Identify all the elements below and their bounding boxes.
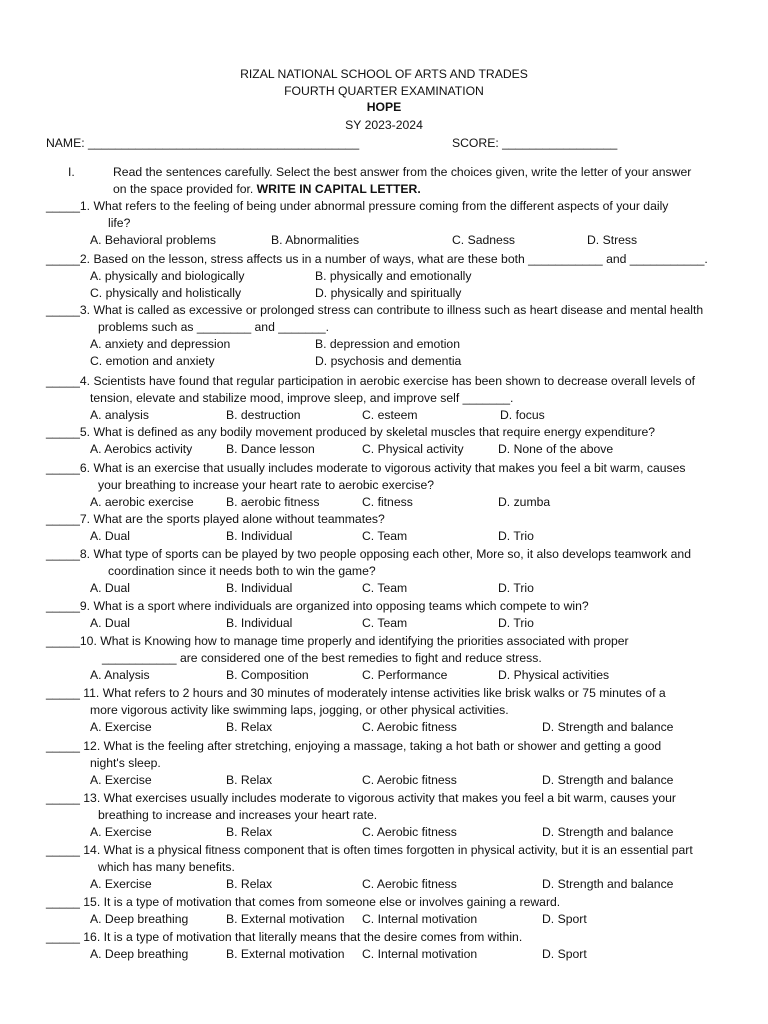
question-text-continued: coordination since it needs both to win the game?	[108, 564, 376, 578]
question-text-continued: life?	[108, 216, 131, 230]
question-text: _____ 12. What is the feeling after stretching, enjoying a massage, taking a hot bath or shower and getting a good	[46, 739, 662, 753]
answer-choice: A. Dual	[90, 529, 130, 543]
answer-choice: A. Deep breathing	[90, 947, 189, 961]
answer-choice: C. Team	[362, 581, 408, 595]
answer-choice: B. Composition	[226, 668, 309, 682]
answer-choice: D. focus	[500, 408, 545, 422]
school-year: SY 2023-2024	[345, 118, 423, 132]
answer-choice: B. destruction	[226, 408, 301, 422]
question-text-continued: problems such as ________ and _______.	[98, 320, 330, 334]
answer-choice: C. Physical activity	[362, 442, 464, 456]
instruction-line	[113, 181, 421, 198]
answer-choice: D. Trio	[498, 529, 534, 543]
question-text: _____1. What refers to the feeling of being under abnormal pressure coming from the different aspects of your daily	[46, 199, 669, 213]
question-text: _____10. What is Knowing how to manage time properly and identifying the priorities associated with proper	[46, 634, 629, 648]
instruction-text: on the space provided for.	[113, 182, 257, 196]
answer-choice: B. depression and emotion	[315, 337, 460, 351]
school-name: RIZAL NATIONAL SCHOOL OF ARTS AND TRADES	[240, 67, 528, 81]
answer-choice: D. None of the above	[498, 442, 614, 456]
question-text-continued: which has many benefits.	[98, 860, 235, 874]
answer-choice: D. psychosis and dementia	[315, 354, 462, 368]
answer-choice: A. Behavioral problems	[90, 233, 216, 247]
answer-choice: D. Strength and balance	[542, 825, 674, 839]
question-text: _____6. What is an exercise that usually includes moderate to vigorous activity that makes you feel a bit warm, causes	[46, 461, 686, 475]
answer-choice: B. Individual	[226, 616, 293, 630]
answer-choice: A. Dual	[90, 581, 130, 595]
answer-choice: C. emotion and anxiety	[90, 354, 215, 368]
instruction-numeral: I.	[68, 165, 75, 179]
answer-choice: A. Aerobics activity	[90, 442, 193, 456]
answer-choice: D. Strength and balance	[542, 877, 674, 891]
answer-choice: C. Performance	[362, 668, 448, 682]
answer-choice: B. Individual	[226, 529, 293, 543]
question-text: _____ 14. What is a physical fitness component that is often times forgotten in physical activity, but it is an essential part	[46, 843, 693, 857]
answer-choice: D. Sport	[542, 947, 587, 961]
answer-choice: D. Trio	[498, 581, 534, 595]
answer-choice: A. Exercise	[90, 720, 152, 734]
instruction-line: Read the sentences carefully. Select the best answer from the choices given, write the letter of your answer	[113, 165, 692, 179]
answer-choice: A. Analysis	[90, 668, 150, 682]
question-text-continued: tension, elevate and stabilize mood, improve sleep, and improve self _______.	[90, 391, 514, 405]
answer-choice: B. External motivation	[226, 912, 345, 926]
answer-choice: A. Deep breathing	[90, 912, 189, 926]
answer-choice: D. Strength and balance	[542, 720, 674, 734]
answer-choice: B. Dance lesson	[226, 442, 315, 456]
question-text: _____ 16. It is a type of motivation that literally means that the desire comes from within.	[46, 930, 523, 944]
answer-choice: B. aerobic fitness	[226, 495, 320, 509]
question-text: _____ 13. What exercises usually includes moderate to vigorous activity that makes you feel a bit warm, causes your	[46, 791, 676, 805]
exam-title: FOURTH QUARTER EXAMINATION	[284, 84, 484, 98]
question-text: _____ 15. It is a type of motivation that comes from someone else or involves gaining a reward.	[46, 895, 561, 909]
answer-choice: C. Aerobic fitness	[362, 720, 457, 734]
answer-choice: A. Exercise	[90, 877, 152, 891]
question-text: _____ 11. What refers to 2 hours and 30 minutes of moderately intense activities like brisk walks or 75 minutes of a	[46, 686, 666, 700]
answer-choice: D. Strength and balance	[542, 773, 674, 787]
answer-choice: A. Exercise	[90, 825, 152, 839]
question-text: _____2. Based on the lesson, stress affects us in a number of ways, what are these both ___________ and ___________.	[46, 252, 708, 266]
question-text-continued: night's sleep.	[90, 756, 161, 770]
answer-choice: B. External motivation	[226, 947, 345, 961]
answer-choice: A. aerobic exercise	[90, 495, 194, 509]
answer-choice: C. Aerobic fitness	[362, 825, 457, 839]
score-field: SCORE: _________________	[452, 136, 618, 150]
question-text: _____4. Scientists have found that regular participation in aerobic exercise has been shown to decrease overall levels of	[46, 374, 696, 388]
answer-choice: B. Relax	[226, 877, 273, 891]
answer-choice: A. anxiety and depression	[90, 337, 231, 351]
question-text: _____5. What is defined as any bodily movement produced by skeletal muscles that require energy expenditure?	[46, 425, 656, 439]
answer-choice: A. physically and biologically	[90, 269, 245, 283]
answer-choice: C. Aerobic fitness	[362, 877, 457, 891]
question-text-continued: breathing to increase and increases your heart rate.	[98, 808, 378, 822]
answer-choice: A. Exercise	[90, 773, 152, 787]
question-text-continued: ___________ are considered one of the best remedies to fight and reduce stress.	[102, 651, 542, 665]
answer-choice: B. Relax	[226, 720, 273, 734]
question-text-continued: your breathing to increase your heart rate to aerobic exercise?	[98, 478, 435, 492]
question-text-continued: more vigorous activity like swimming laps, jogging, or other physical activities.	[90, 703, 509, 717]
question-text: _____9. What is a sport where individuals are organized into opposing teams which compete to win?	[46, 599, 589, 613]
answer-choice: C. physically and holistically	[90, 286, 242, 300]
answer-choice: A. Dual	[90, 616, 130, 630]
answer-choice: C. Aerobic fitness	[362, 773, 457, 787]
question-text: _____3. What is called as excessive or prolonged stress can contribute to illness such as heart disease and mental health	[46, 303, 704, 317]
answer-choice: C. Internal motivation	[362, 947, 478, 961]
question-text: _____8. What type of sports can be played by two people opposing each other, More so, it also develops teamwork and	[46, 547, 691, 561]
answer-choice: D. Sport	[542, 912, 587, 926]
answer-choice: B. Relax	[226, 825, 273, 839]
answer-choice: D. zumba	[498, 495, 551, 509]
answer-choice: C. esteem	[362, 408, 418, 422]
answer-choice: C. Internal motivation	[362, 912, 478, 926]
name-field: NAME: ________________________________________	[46, 136, 360, 150]
subject-title: HOPE	[366, 100, 402, 114]
answer-choice: C. Sadness	[452, 233, 516, 247]
answer-choice: B. physically and emotionally	[315, 269, 472, 283]
answer-choice: B. Abnormalities	[271, 233, 360, 247]
answer-choice: C. fitness	[362, 495, 413, 509]
answer-choice: B. Relax	[226, 773, 273, 787]
answer-choice: D. Trio	[498, 616, 534, 630]
answer-choice: D. Stress	[587, 233, 638, 247]
answer-choice: A. analysis	[90, 408, 149, 422]
question-text: _____7. What are the sports played alone without teammates?	[46, 512, 385, 526]
answer-choice: C. Team	[362, 529, 408, 543]
answer-choice: D. physically and spiritually	[315, 286, 462, 300]
answer-choice: B. Individual	[226, 581, 293, 595]
answer-choice: C. Team	[362, 616, 408, 630]
instruction-emphasis: WRITE IN CAPITAL LETTER.	[256, 182, 421, 196]
answer-choice: D. Physical activities	[498, 668, 610, 682]
